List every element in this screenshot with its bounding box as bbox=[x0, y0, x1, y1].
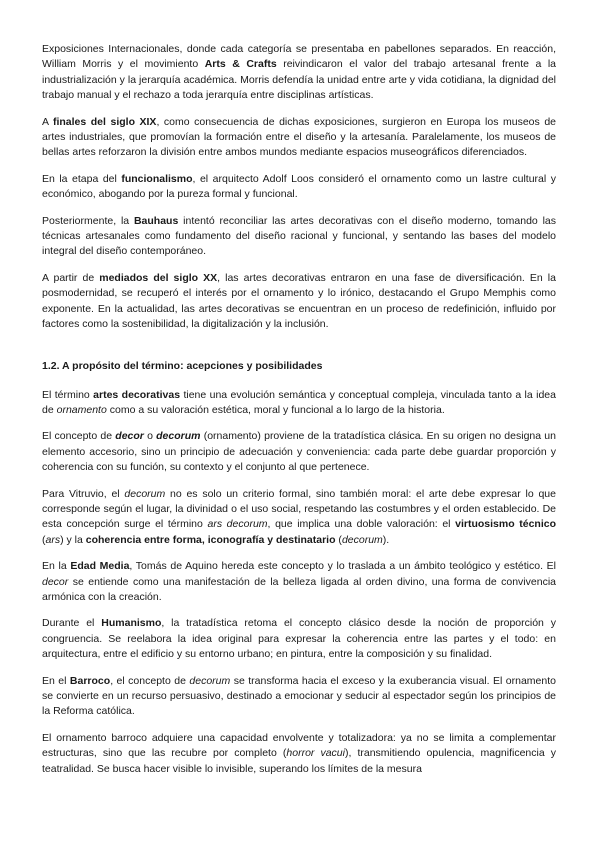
bold-term: Barroco bbox=[69, 674, 111, 687]
text-run: como a su valoración estética, moral y funcional a lo largo de la historia. bbox=[106, 403, 445, 416]
text-run: El ornamento barroco adquiere una capacidad envolvente y totalizadora: ya no se limita a complementar estructuras, sino que las recubre por completo ( bbox=[42, 731, 556, 760]
paragraph-arts-and-crafts bbox=[42, 42, 556, 104]
bold-term: funcionalismo bbox=[121, 172, 193, 185]
text-run: no es solo un criterio formal, sino también moral: el arte debe expresar lo que corresponde según el lugar, la divinidad o el uso social, respetando las costumbres y el orden establecido. De esta concepción surge el término bbox=[42, 487, 556, 531]
text-run: ), transmitiendo opulencia, magnificencia y teatralidad. Se busca hacer visible lo invisible, superando los límites de la mesura bbox=[42, 747, 557, 775]
bold-term: artes decorativas bbox=[93, 388, 181, 401]
italic-term: decorum bbox=[124, 487, 166, 500]
italic-term: decorum bbox=[189, 674, 231, 687]
text-run: ) y la bbox=[60, 533, 86, 546]
text-run: , el arquitecto Adolf Loos consideró el ornamento como un lastre cultural y económico, abogando por la pureza formal y funcional. bbox=[42, 172, 556, 201]
paragraph-decor-decorum bbox=[42, 429, 556, 475]
text-run: ( bbox=[42, 533, 46, 546]
text-run: Para Vitruvio, el bbox=[42, 487, 125, 500]
italic-term: ars decorum bbox=[207, 518, 268, 531]
text-run: reivindicaron el valor del trabajo artesanal frente a la industrialización y la jerarquía académica. Morris defendía la unidad entre arte y vida cotidiana, la dignidad del trabajo manual y el rechazo a toda jerarquía entre disciplinas artísticas. bbox=[42, 58, 557, 102]
text-run: se transforma hacia el exceso y la exuberancia visual. El ornamento se convierte en un recurso persuasivo, destinado a emocionar y seducir al espectador según los principios de la Reforma católica. bbox=[42, 674, 556, 718]
bold-term: Edad Media bbox=[70, 560, 130, 573]
paragraph-siglo-xix bbox=[42, 115, 556, 161]
bold-term: Arts & Crafts bbox=[204, 58, 277, 71]
text-run: En la etapa del bbox=[42, 172, 122, 185]
paragraph-siglo-xx bbox=[42, 271, 556, 333]
text-run: , que implica una doble valoración: el bbox=[267, 518, 456, 531]
text-run: ). bbox=[382, 533, 390, 546]
italic-term: decorum bbox=[341, 533, 383, 546]
paragraph-ornamento-barroco bbox=[42, 731, 556, 777]
text-run: tiene una evolución semántica y conceptual compleja, vinculada tanto a la idea de bbox=[42, 388, 556, 416]
section-heading: 1.2. A propósito del término: acepciones y posibilidades bbox=[42, 359, 323, 372]
text-run: , Tomás de Aquino hereda este concepto y lo traslada a un ámbito teológico y estético. El bbox=[129, 560, 556, 573]
text-run: Exposiciones Internacionales, donde cada categoría se presentaba en pabellones separados. En reacción, William Morris y el movimiento bbox=[42, 43, 556, 71]
paragraph-funcionalismo bbox=[42, 172, 556, 203]
paragraph-edad-media bbox=[42, 559, 556, 605]
text-run: , las artes decorativas entraron en una fase de diversificación. En la posmodernidad, se recuperó el interés por el ornamento y lo irónico, destacando el Grupo Memphis como exponente. En la actualidad, las artes decorativas se encuentran en un proceso de redefinición, influido por factores como la sostenibilidad, la digitalización y la inclusión. bbox=[42, 271, 556, 331]
bold-term: finales del siglo XIX bbox=[52, 115, 157, 128]
text-run: Posteriormente, la bbox=[42, 214, 134, 227]
paragraph-vitruvio bbox=[42, 487, 556, 549]
text-run: , el concepto de bbox=[110, 674, 190, 687]
bold-term: Bauhaus bbox=[133, 214, 179, 227]
text-run: A partir de bbox=[42, 271, 100, 284]
text-run: El término bbox=[42, 388, 94, 401]
document-page bbox=[42, 42, 556, 777]
bold-italic-term: decor bbox=[115, 430, 144, 443]
text-run: ( bbox=[335, 533, 342, 546]
italic-term: horror vacui bbox=[286, 747, 345, 760]
text-run: o bbox=[143, 430, 157, 443]
text-run: , la tratadística retoma el concepto clásico desde la noción de proporción y congruencia. Se reelabora la idea original para expresar la coherencia entre las partes y el todo: en arquitectura, entre el edificio y su entorno urbano; en pintura, entre la composición y su finalidad. bbox=[42, 617, 556, 661]
bold-italic-term: decorum bbox=[156, 430, 201, 443]
text-run: El concepto de bbox=[42, 430, 116, 443]
text-run: A bbox=[42, 115, 53, 128]
bold-term: mediados del siglo XX bbox=[99, 271, 218, 284]
text-run: Durante el bbox=[42, 617, 102, 630]
paragraph-bauhaus bbox=[42, 214, 556, 260]
text-run: En la bbox=[42, 560, 71, 573]
text-run: se entiende como una manifestación de la belleza ligada al orden divino, una forma de convivencia armónica con la creación. bbox=[42, 575, 556, 603]
paragraph-barroco bbox=[42, 674, 556, 720]
bold-term: virtuosismo técnico bbox=[455, 518, 556, 531]
bold-term: coherencia entre forma, iconografía y destinatario bbox=[85, 533, 336, 546]
paragraph-humanismo bbox=[42, 616, 556, 662]
text-run: , como consecuencia de dichas exposiciones, surgieron en Europa los museos de artes industriales, que promovían la formación entre el diseño y la artesanía. Paralelamente, los museos de bellas artes reforzaron la división entre ambos mundos mediante espacios museográficos diferenciados. bbox=[42, 115, 556, 159]
text-run: intentó reconciliar las artes decorativas con el diseño moderno, tomando las técnicas artesanales como fundamento del diseño racional y funcional, y sentando las bases del modelo integral del diseño contemporáneo. bbox=[42, 214, 556, 258]
text-run: (ornamento) proviene de la tratadística clásica. En su origen no designa un elemento accesorio, sino un principio de adecuación y conveniencia: cada parte debe guardar proporción y coherencia con su función, su contexto y el conjunto al que pertenece. bbox=[42, 430, 556, 474]
text-run: En el bbox=[42, 674, 70, 687]
paragraph-termino bbox=[42, 388, 556, 419]
italic-term: decor bbox=[42, 575, 69, 588]
italic-term: ars bbox=[45, 533, 61, 546]
italic-term: ornamento bbox=[56, 403, 107, 416]
bold-term: Humanismo bbox=[101, 617, 162, 630]
